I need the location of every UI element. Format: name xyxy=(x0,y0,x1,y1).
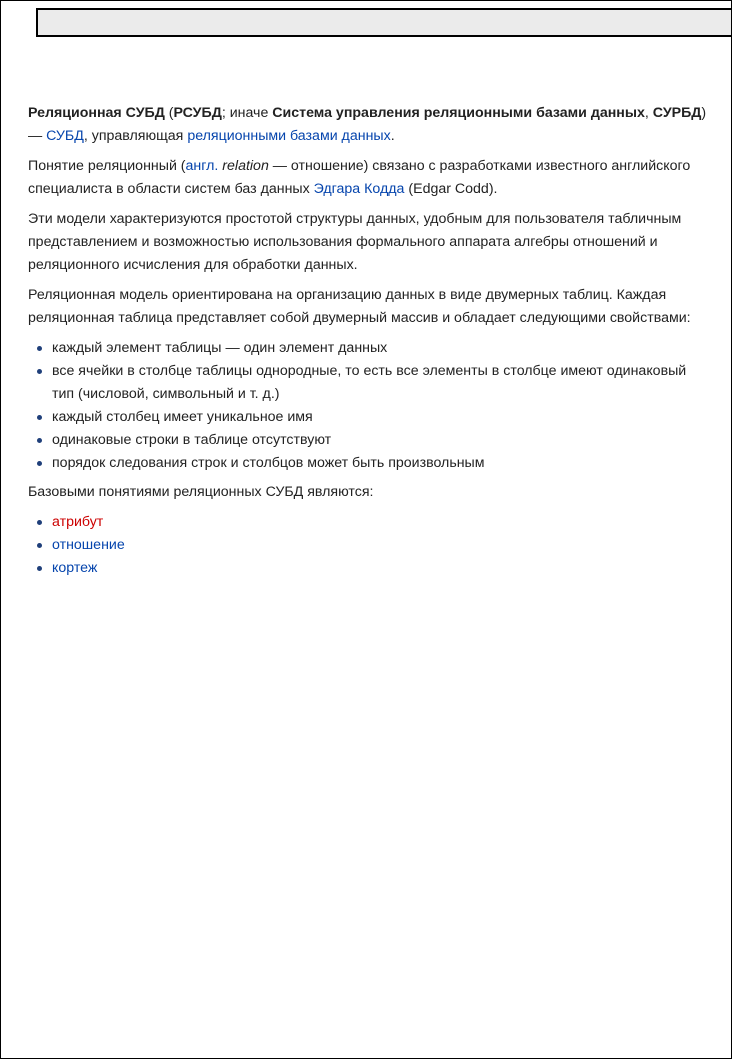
header-bar xyxy=(36,8,732,37)
link-edgar-codd[interactable]: Эдгара Кодда xyxy=(313,181,405,197)
intro-paragraph xyxy=(28,102,708,148)
list-item xyxy=(28,429,708,452)
list-item-text: каждый элемент таблицы — один элемент данных xyxy=(52,340,388,356)
list-item-text: порядок следования строк и столбцов может быть произвольным xyxy=(52,455,485,471)
bullet-icon xyxy=(37,543,42,548)
intro-text: , xyxy=(644,105,653,121)
intro-text: , управляющая xyxy=(83,128,188,144)
bullet-icon xyxy=(37,369,42,374)
bullet-icon xyxy=(37,346,42,351)
models-paragraph: Эти модели характеризуются простотой структуры данных, удобным для пользователя табличным представлением и возможностью использования формального аппарата алгебры отношений и реляционного исчисления для обработки данных. xyxy=(28,211,682,273)
link-subd[interactable]: СУБД xyxy=(46,128,84,144)
list-item xyxy=(28,406,708,429)
base-concepts-list xyxy=(28,511,708,580)
term-surbd: СУРБД xyxy=(652,105,702,121)
link-relation[interactable]: отношение xyxy=(52,537,125,553)
concept-text: Понятие реляционный ( xyxy=(28,158,186,174)
link-relational-databases[interactable]: реляционными базами данных xyxy=(187,128,391,144)
term-rdbms: Реляционная СУБД xyxy=(28,105,165,121)
list-item xyxy=(28,511,708,534)
concept-text: — отношение) связано с разработками известного английского специалиста в области систем баз данных xyxy=(28,158,691,197)
link-english-lang[interactable]: англ. xyxy=(185,158,219,174)
list-item xyxy=(28,557,708,580)
word-relation: relation xyxy=(222,158,269,174)
bullet-icon xyxy=(37,520,42,525)
bullet-icon xyxy=(37,438,42,443)
term-rsubd: РСУБД xyxy=(173,105,222,121)
link-tuple[interactable]: кортеж xyxy=(52,560,98,576)
bullet-icon xyxy=(37,415,42,420)
list-item xyxy=(28,534,708,557)
concept-paragraph xyxy=(28,155,708,201)
term-full-name: Система управления реляционными базами данных xyxy=(272,105,645,121)
link-attribute[interactable]: атрибут xyxy=(52,514,104,530)
intro-text: ( xyxy=(164,105,174,121)
concept-text: (Edgar Codd). xyxy=(404,181,498,197)
article-body xyxy=(28,102,708,586)
bullet-icon xyxy=(37,566,42,571)
intro-text: . xyxy=(390,128,395,144)
intro-text: ) — xyxy=(28,105,707,144)
relational-model-paragraph: Реляционная модель ориентирована на организацию данных в виде двумерных таблиц. Каждая реляционная таблица представляет собой двумерный массив и обладает следующими свойствами: xyxy=(28,287,691,326)
list-item xyxy=(28,452,708,475)
list-item-text: одинаковые строки в таблице отсутствуют xyxy=(52,432,332,448)
list-item xyxy=(28,360,708,406)
list-item-text: все ячейки в столбце таблицы однородные, то есть все элементы в столбце имеют одинаковый тип (числовой, символьный и т. д.) xyxy=(52,363,687,402)
list-item-text: каждый столбец имеет уникальное имя xyxy=(52,409,313,425)
base-concepts-paragraph: Базовыми понятиями реляционных СУБД являются: xyxy=(28,484,374,500)
bullet-icon xyxy=(37,461,42,466)
intro-text: ; иначе xyxy=(221,105,273,121)
list-item xyxy=(28,337,708,360)
table-properties-list xyxy=(28,337,708,475)
